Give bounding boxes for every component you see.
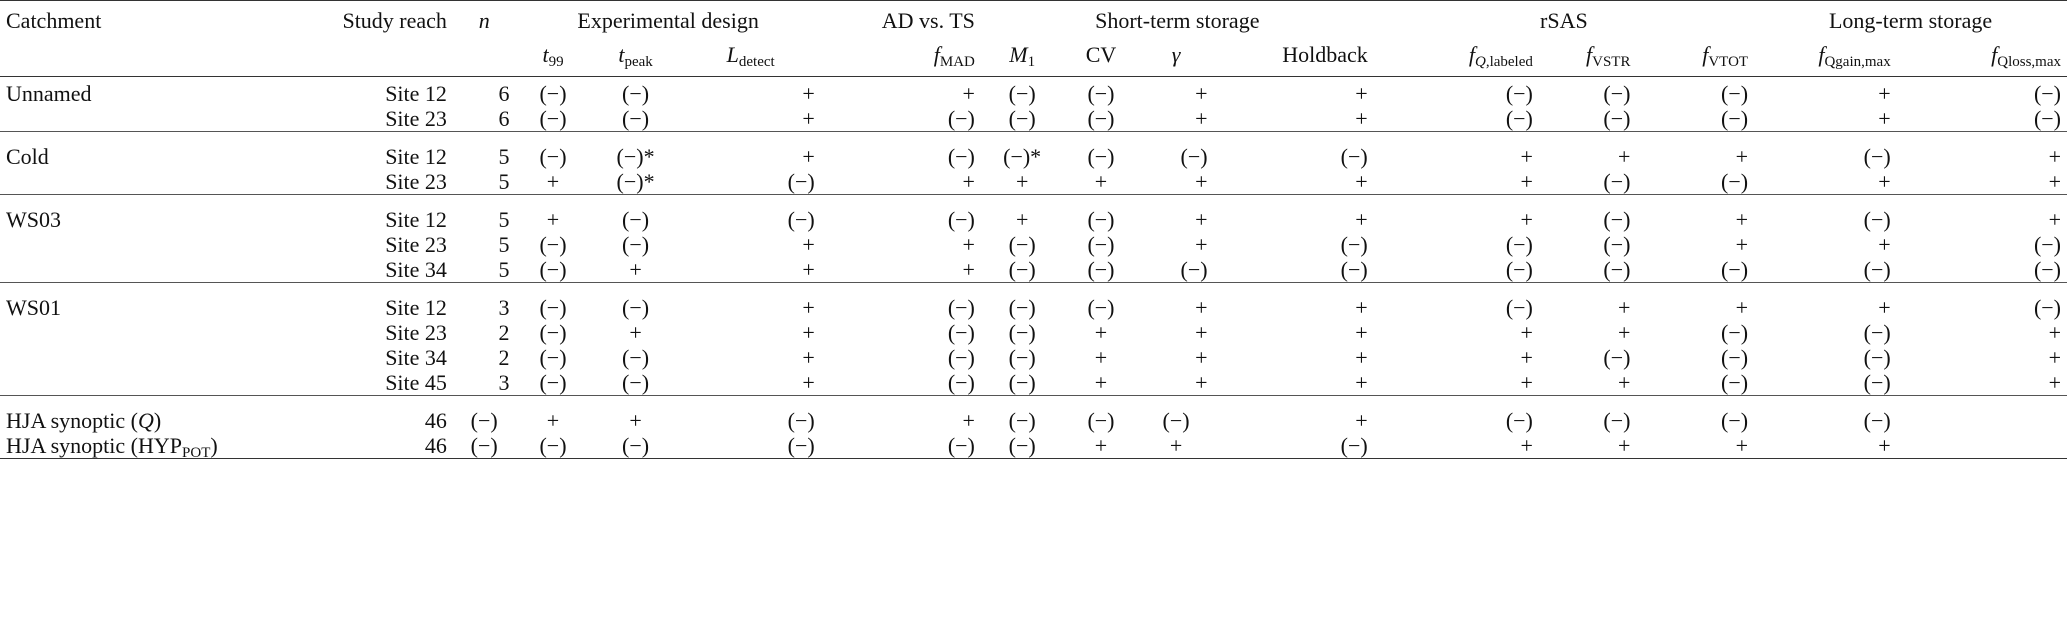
- header-fq-labeled: $f_{Q,labeled}$: [1468, 42, 1533, 70]
- table-row: [0, 404, 2067, 433]
- header-group-rsas: rSAS: [1540, 8, 1588, 33]
- cell-holdback: +: [1355, 169, 1368, 194]
- n-cell: 5: [498, 257, 510, 282]
- study-reach-cell: Site 12: [385, 144, 447, 169]
- cell-holdback: (−): [1340, 144, 1368, 169]
- cell-holdback: +: [1355, 320, 1368, 345]
- cell-m1: (−): [1008, 257, 1036, 282]
- cell-t99: +: [546, 169, 560, 194]
- cell-fmad: (−): [947, 345, 975, 370]
- cell-fmad: (−): [947, 144, 975, 169]
- catchment-cell: [0, 169, 288, 195]
- cell-fq-labeled: (−): [1505, 257, 1533, 282]
- cell-ldetect: +: [802, 345, 815, 370]
- cell-holdback: (−): [1340, 257, 1368, 282]
- catchment-cell: [0, 370, 288, 396]
- cell-fvstr: (−): [1603, 408, 1631, 433]
- cell-fvstr: (−): [1603, 169, 1631, 194]
- cell-t99: +: [546, 207, 560, 232]
- header-study-reach: Study reach: [342, 8, 447, 33]
- cell-fvstr: +: [1618, 295, 1631, 320]
- cell-fqloss: +: [2048, 345, 2061, 370]
- n-cell: 2: [498, 320, 510, 345]
- cell-ldetect: +: [802, 144, 815, 169]
- cell-fvtot: +: [1735, 433, 1749, 458]
- n-cell: 5: [498, 169, 510, 194]
- synoptic-label: HJA synoptic (Q): [6, 408, 162, 433]
- catchment-cell: [0, 257, 288, 283]
- cell-tpeak: (−): [622, 345, 650, 370]
- study-reach-cell: 46: [424, 433, 447, 458]
- study-reach-cell: Site 12: [385, 81, 447, 106]
- cell-tpeak: (−)*: [616, 144, 655, 169]
- table-row: [0, 77, 2067, 106]
- cell-cv: +: [1094, 169, 1108, 194]
- cell-fvtot: (−): [1721, 81, 1749, 106]
- cell-tpeak: (−): [622, 232, 650, 257]
- header-group-short-term-storage: Short-term storage: [1095, 8, 1260, 33]
- cell-fmad: +: [962, 257, 975, 282]
- header-fvtot: $f_{VTOT}$: [1702, 42, 1749, 70]
- cell-tpeak: +: [629, 320, 642, 345]
- study-reach-cell: Site 34: [385, 345, 447, 370]
- cell-t99: (−): [539, 106, 567, 131]
- cell-fmad: (−): [947, 433, 975, 458]
- header-row-groups: [0, 1, 2067, 38]
- n-cell: 5: [498, 232, 510, 257]
- cell-m1: (−): [1008, 295, 1036, 320]
- cell-fmad: (−): [947, 106, 975, 131]
- cell-t99: (−): [539, 433, 567, 458]
- cell-tpeak: (−): [622, 81, 650, 106]
- table-row: [0, 370, 2067, 396]
- cell-fvtot: +: [1735, 232, 1749, 257]
- cell-gamma: (−): [1180, 144, 1208, 169]
- cell-ldetect: +: [802, 232, 815, 257]
- cell-fq-labeled: +: [1520, 144, 1533, 169]
- table-row: [0, 232, 2067, 257]
- cell-fqloss: (−): [2033, 257, 2061, 282]
- cell-fq-labeled: (−): [1505, 106, 1533, 131]
- cell-m1: (−)*: [1003, 144, 1042, 169]
- catchment-cell: WS01: [6, 295, 61, 320]
- header-gamma: γ: [1171, 42, 1181, 67]
- header-n: n: [478, 8, 490, 33]
- cell-fvtot: (−): [1721, 370, 1749, 395]
- cell-gamma: +: [1195, 320, 1208, 345]
- cell-fvstr: +: [1618, 320, 1631, 345]
- cell-m1: (−): [1008, 81, 1036, 106]
- cell-fvtot: (−): [1721, 320, 1749, 345]
- cell-n: (−): [470, 433, 498, 458]
- cell-fvtot: +: [1735, 295, 1749, 320]
- cell-fqloss: [1897, 433, 2067, 459]
- cell-fvstr: +: [1618, 144, 1631, 169]
- cell-fvstr: (−): [1603, 81, 1631, 106]
- table-row: [0, 106, 2067, 132]
- table-row: [0, 433, 2067, 459]
- cell-fmad: +: [962, 169, 975, 194]
- table-row: [0, 203, 2067, 232]
- table-row: [0, 140, 2067, 169]
- cell-cv: (−): [1087, 257, 1115, 282]
- cell-fqloss: (−): [2033, 232, 2061, 257]
- cell-fvtot: (−): [1721, 408, 1749, 433]
- catchment-cell: Unnamed: [6, 81, 92, 106]
- study-reach-cell: Site 23: [385, 232, 447, 257]
- cell-cv: +: [1094, 370, 1108, 395]
- header-holdback: Holdback: [1282, 42, 1368, 67]
- cell-holdback: +: [1355, 81, 1368, 106]
- study-reach-cell: Site 45: [385, 370, 447, 395]
- study-reach-cell: Site 23: [385, 320, 447, 345]
- cell-tpeak: +: [629, 408, 642, 433]
- cell-fmad: (−): [947, 207, 975, 232]
- header-catchment: Catchment: [6, 8, 102, 33]
- cell-tpeak: +: [629, 257, 642, 282]
- cell-fvstr: (−): [1603, 232, 1631, 257]
- cell-fqloss: +: [2048, 207, 2061, 232]
- cell-fq-labeled: +: [1520, 345, 1533, 370]
- cell-m1: (−): [1008, 408, 1036, 433]
- study-reach-cell: Site 12: [385, 207, 447, 232]
- catchment-cell: Cold: [6, 144, 49, 169]
- cell-fqloss: (−): [2033, 295, 2061, 320]
- header-group-long-term-storage: Long-term storage: [1828, 8, 1993, 33]
- cell-fqgain: +: [1878, 433, 1891, 458]
- synoptic-label: HJA synoptic $(HYP_{POT})$: [6, 433, 218, 461]
- cell-fqgain: +: [1878, 232, 1891, 257]
- table-row: [0, 169, 2067, 195]
- cell-cv: +: [1094, 320, 1108, 345]
- cell-cv: (−): [1087, 144, 1115, 169]
- cell-fqgain: (−): [1863, 257, 1891, 282]
- cell-holdback: (−): [1340, 433, 1368, 458]
- header-fmad: $f_{MAD}$: [933, 42, 975, 70]
- header-tpeak: $t_{peak}$: [618, 42, 653, 70]
- cell-holdback: +: [1355, 408, 1368, 433]
- cell-ldetect: (−): [787, 408, 815, 433]
- cell-fvstr: (−): [1603, 257, 1631, 282]
- cell-gamma: +: [1195, 106, 1208, 131]
- header-cv: CV: [1085, 42, 1117, 67]
- n-cell: 5: [498, 144, 510, 169]
- cell-tpeak: (−): [622, 295, 650, 320]
- cell-cv: (−): [1087, 106, 1115, 131]
- cell-holdback: +: [1355, 370, 1368, 395]
- catchment-cell: [0, 106, 288, 132]
- cell-fvstr: +: [1618, 370, 1631, 395]
- study-reach-cell: Site 12: [385, 295, 447, 320]
- cell-fqloss: +: [2048, 169, 2061, 194]
- header-t99: $t_{99}$: [542, 42, 564, 70]
- n-cell: 5: [498, 207, 510, 232]
- study-reach-cell: 46: [424, 408, 447, 433]
- header-row-columns: [0, 38, 2067, 77]
- cell-fqgain: (−): [1863, 320, 1891, 345]
- cell-tpeak: (−): [622, 207, 650, 232]
- cell-fvtot: (−): [1721, 106, 1749, 131]
- cell-fmad: +: [962, 81, 975, 106]
- cell-fqgain: (−): [1863, 345, 1891, 370]
- table-row: [0, 257, 2067, 283]
- study-reach-cell: Site 23: [385, 169, 447, 194]
- catchment-cell: [0, 345, 288, 370]
- study-reach-cell: Site 34: [385, 257, 447, 282]
- cell-fmad: (−): [947, 370, 975, 395]
- cell-fq-labeled: +: [1520, 370, 1533, 395]
- cell-fq-labeled: (−): [1505, 81, 1533, 106]
- cell-fq-labeled: +: [1520, 320, 1533, 345]
- n-cell: 6: [498, 106, 510, 131]
- cell-fvstr: (−): [1603, 345, 1631, 370]
- cell-cv: +: [1094, 345, 1108, 370]
- table-row: [0, 345, 2067, 370]
- cell-n: (−): [470, 408, 498, 433]
- cell-t99: (−): [539, 144, 567, 169]
- n-cell: 2: [498, 345, 510, 370]
- cell-gamma: +: [1195, 370, 1208, 395]
- cell-fvstr: (−): [1603, 207, 1631, 232]
- cell-fmad: (−): [947, 295, 975, 320]
- cell-ldetect: +: [802, 295, 815, 320]
- cell-holdback: +: [1355, 207, 1368, 232]
- cell-gamma: +: [1195, 295, 1208, 320]
- cell-fmad: +: [962, 232, 975, 257]
- catchment-cell: [0, 232, 288, 257]
- cell-fqloss: +: [2048, 144, 2061, 169]
- cell-fqloss: +: [2048, 320, 2061, 345]
- cell-fvtot: +: [1735, 207, 1749, 232]
- cell-ldetect: (−): [787, 433, 815, 458]
- cell-fqgain: (−): [1863, 370, 1891, 395]
- cell-holdback: +: [1355, 345, 1368, 370]
- cell-tpeak: (−): [622, 106, 650, 131]
- cell-m1: (−): [1008, 320, 1036, 345]
- cell-fvtot: (−): [1721, 169, 1749, 194]
- cell-holdback: +: [1355, 106, 1368, 131]
- cell-fqgain: (−): [1863, 408, 1891, 433]
- cell-fq-labeled: (−): [1505, 295, 1533, 320]
- cell-ldetect: +: [802, 320, 815, 345]
- header-group-ad-vs-ts: AD vs. TS: [881, 8, 975, 33]
- n-cell: 3: [498, 295, 510, 320]
- cell-ldetect: (−): [787, 207, 815, 232]
- cell-m1: (−): [1008, 433, 1036, 458]
- cell-gamma: +: [1195, 345, 1208, 370]
- cell-t99: (−): [539, 370, 567, 395]
- cell-fqloss: +: [2048, 370, 2061, 395]
- cell-fqgain: +: [1878, 295, 1891, 320]
- cell-fmad: (−): [947, 320, 975, 345]
- cell-cv: (−): [1087, 408, 1115, 433]
- cell-tpeak: (−): [622, 433, 650, 458]
- cell-t99: (−): [539, 345, 567, 370]
- header-ldetect: $L_{detect}$: [726, 42, 775, 70]
- cell-gamma: +: [1195, 169, 1208, 194]
- cell-ldetect: +: [802, 81, 815, 106]
- cell-gamma: (−): [1180, 257, 1208, 282]
- cell-m1: +: [1015, 207, 1029, 232]
- cell-gamma: +: [1195, 81, 1208, 106]
- study-reach-cell: Site 23: [385, 106, 447, 131]
- table-row: [0, 320, 2067, 345]
- cell-cv: (−): [1087, 207, 1115, 232]
- cell-fqgain: +: [1878, 106, 1891, 131]
- cell-ldetect: +: [802, 106, 815, 131]
- cell-fvtot: (−): [1721, 257, 1749, 282]
- cell-gamma: +: [1195, 232, 1208, 257]
- table-row: [0, 291, 2067, 320]
- cell-m1: +: [1015, 169, 1029, 194]
- cell-fvstr: +: [1618, 433, 1631, 458]
- cell-fqgain: +: [1878, 169, 1891, 194]
- cell-fvtot: +: [1735, 144, 1749, 169]
- cell-holdback: +: [1355, 295, 1368, 320]
- n-cell: 6: [498, 81, 510, 106]
- header-fvstr: $f_{VSTR}$: [1586, 42, 1631, 70]
- cell-m1: (−): [1008, 106, 1036, 131]
- cell-cv: (−): [1087, 81, 1115, 106]
- cell-holdback: (−): [1340, 232, 1368, 257]
- catchment-cell: [0, 320, 288, 345]
- catchment-cell: WS03: [6, 207, 61, 232]
- cell-fvtot: (−): [1721, 345, 1749, 370]
- cell-tpeak: (−): [622, 370, 650, 395]
- cell-fqgain: (−): [1863, 144, 1891, 169]
- cell-t99: (−): [539, 232, 567, 257]
- cell-ldetect: +: [802, 257, 815, 282]
- cell-m1: (−): [1008, 232, 1036, 257]
- cell-gamma: (−): [1162, 408, 1190, 433]
- cell-ldetect: +: [802, 370, 815, 395]
- cell-fq-labeled: +: [1520, 169, 1533, 194]
- cell-tpeak: (−)*: [616, 169, 655, 194]
- cell-fq-labeled: +: [1520, 207, 1533, 232]
- header-group-experimental-design: Experimental design: [577, 8, 759, 33]
- cell-t99: (−): [539, 81, 567, 106]
- cell-cv: (−): [1087, 232, 1115, 257]
- cell-fqgain: +: [1878, 81, 1891, 106]
- cell-fqgain: (−): [1863, 207, 1891, 232]
- cell-fmad: +: [962, 408, 975, 433]
- header-fqgain: $f_{Qgain,max}$: [1818, 42, 1891, 70]
- cell-ldetect: (−): [787, 169, 815, 194]
- cell-t99: (−): [539, 320, 567, 345]
- cell-fq-labeled: +: [1520, 433, 1533, 458]
- header-fqloss: $f_{Qloss,max}$: [1991, 42, 2061, 70]
- header-m1: $M_1$: [1009, 42, 1036, 70]
- cell-m1: (−): [1008, 345, 1036, 370]
- cell-fqloss: (−): [2033, 81, 2061, 106]
- cell-t99: (−): [539, 295, 567, 320]
- cell-fq-labeled: (−): [1505, 232, 1533, 257]
- cell-fqloss: [1897, 404, 2067, 433]
- cell-t99: +: [546, 408, 560, 433]
- cell-fqloss: (−): [2033, 106, 2061, 131]
- n-cell: 3: [498, 370, 510, 395]
- cell-gamma: +: [1195, 207, 1208, 232]
- cell-fq-labeled: (−): [1505, 408, 1533, 433]
- cell-fvstr: (−): [1603, 106, 1631, 131]
- cell-t99: (−): [539, 257, 567, 282]
- cell-cv: +: [1094, 433, 1108, 458]
- cell-m1: (−): [1008, 370, 1036, 395]
- cell-cv: (−): [1087, 295, 1115, 320]
- cell-gamma: +: [1169, 433, 1183, 458]
